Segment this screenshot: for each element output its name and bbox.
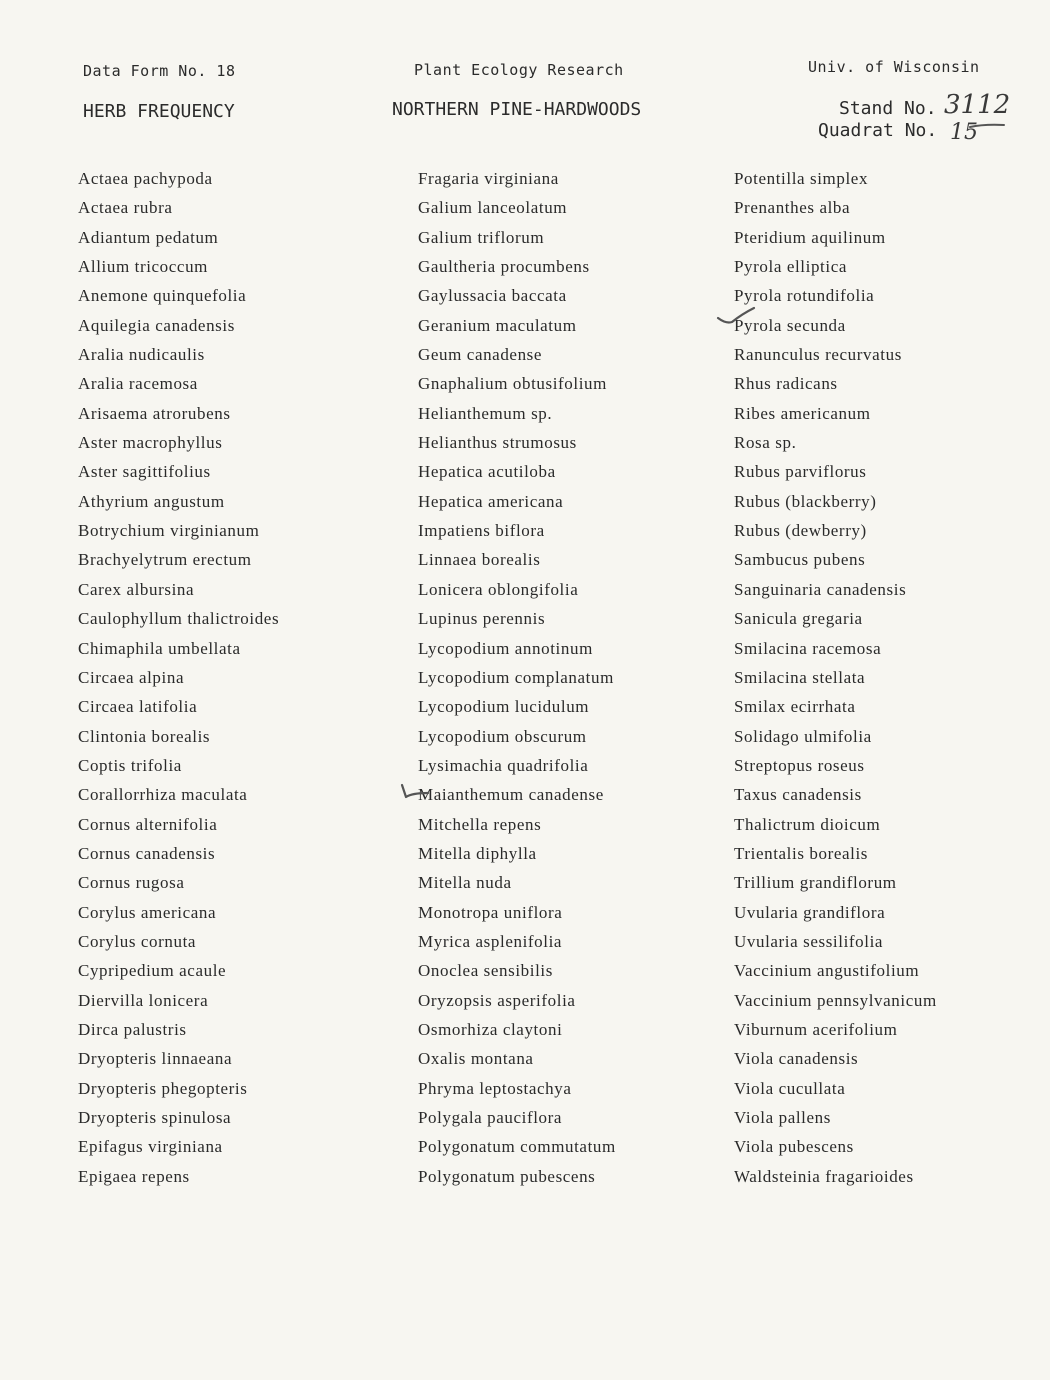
species-item: Rubus (dewberry) <box>734 521 867 541</box>
species-item: Taxus canadensis <box>734 785 862 805</box>
species-item: Circaea latifolia <box>78 697 198 717</box>
species-item: Rhus radicans <box>734 374 838 394</box>
species-item: Lycopodium annotinum <box>418 638 593 658</box>
species-item: Trientalis borealis <box>734 843 869 863</box>
species-item: Epigaea repens <box>78 1166 190 1186</box>
quadrat-label: Quadrat No. <box>818 120 938 141</box>
form-number: Data Form No. 18 <box>83 62 236 80</box>
species-item: Aster sagittifolius <box>78 462 211 482</box>
species-item: Monotropa uniflora <box>418 902 563 922</box>
quadrat-value: 15 <box>950 120 978 145</box>
species-item: Dryopteris phegopteris <box>78 1078 248 1098</box>
species-item: Trillium grandiflorum <box>734 873 897 893</box>
species-item: Sanicula gregaria <box>734 609 863 629</box>
species-item: Helianthemum sp. <box>418 403 553 423</box>
species-item: Athyrium angustum <box>78 491 225 511</box>
species-item: Galium lanceolatum <box>418 198 568 218</box>
species-item: Dryopteris linnaeana <box>78 1049 233 1069</box>
species-item: Brachyelytrum erectum <box>78 550 252 570</box>
species-item: Streptopus roseus <box>734 755 865 775</box>
species-item: Aralia nudicaulis <box>78 345 205 365</box>
species-item: Viola cucullata <box>734 1078 846 1098</box>
stand-value: 3112 <box>944 90 1011 120</box>
species-item: Solidago ulmifolia <box>734 726 872 746</box>
species-item: Clintonia borealis <box>78 726 211 746</box>
species-column-1 <box>78 164 279 1191</box>
species-item: Smilacina racemosa <box>734 638 882 658</box>
species-item: Rosa sp. <box>734 433 797 453</box>
check-mark-icon <box>716 304 756 328</box>
species-item: Aralia racemosa <box>78 374 198 394</box>
species-item: Lycopodium lucidulum <box>418 697 590 717</box>
species-item: Carex albursina <box>78 579 195 599</box>
species-item: Lupinus perennis <box>418 609 546 629</box>
species-item: Adiantum pedatum <box>78 227 219 247</box>
species-item: Lonicera oblongifolia <box>418 579 579 599</box>
species-item: Mitella diphylla <box>418 843 537 863</box>
species-item: Thalictrum dioicum <box>734 814 881 834</box>
species-item: Maianthemum canadense <box>418 785 604 805</box>
species-item: Epifagus virginiana <box>78 1137 223 1157</box>
species-item: Vaccinium angustifolium <box>734 961 920 981</box>
species-item: Caulophyllum thalictroides <box>78 609 280 629</box>
species-item: Mitella nuda <box>418 873 512 893</box>
species-item: Myrica asplenifolia <box>418 931 563 951</box>
species-item: Actaea rubra <box>78 198 173 218</box>
species-item: Smilacina stellata <box>734 667 866 687</box>
species-item: Botrychium virginianum <box>78 521 260 541</box>
check-mark-icon <box>398 779 438 803</box>
species-item: Gaultheria procumbens <box>418 257 590 277</box>
species-item: Cornus rugosa <box>78 873 185 893</box>
species-item: Allium tricoccum <box>78 257 208 277</box>
species-item: Vaccinium pennsylvanicum <box>734 990 937 1010</box>
species-item: Polygonatum commutatum <box>418 1137 616 1157</box>
species-item: Sambucus pubens <box>734 550 866 570</box>
species-item: Lysimachia quadrifolia <box>418 755 589 775</box>
species-item: Cypripedium acaule <box>78 961 227 981</box>
species-item: Onoclea sensibilis <box>418 961 553 981</box>
species-item: Arisaema atrorubens <box>78 403 231 423</box>
species-item: Rubus parviflorus <box>734 462 867 482</box>
species-item: Mitchella repens <box>418 814 542 834</box>
species-item: Prenanthes alba <box>734 198 851 218</box>
species-item: Fragaria virginiana <box>418 169 559 188</box>
species-item: Diervilla lonicera <box>78 990 209 1010</box>
species-item: Viola pallens <box>734 1108 831 1127</box>
species-item: Smilax ecirrhata <box>734 697 856 717</box>
species-item: Helianthus strumosus <box>418 433 577 453</box>
species-item: Coptis trifolia <box>78 755 182 775</box>
species-item: Viola pubescens <box>734 1137 854 1157</box>
species-item: Pyrola secunda <box>734 315 846 335</box>
species-item: Cornus alternifolia <box>78 814 218 834</box>
species-item: Aster macrophyllus <box>78 433 223 453</box>
species-item: Pyrola rotundifolia <box>734 286 875 306</box>
species-item: Uvularia grandiflora <box>734 902 886 922</box>
species-item: Corylus americana <box>78 902 217 922</box>
species-item: Galium triflorum <box>418 227 545 247</box>
quadrat-underline-mark <box>968 120 1008 134</box>
species-item: Gaylussacia baccata <box>418 286 567 306</box>
species-item: Rubus (blackberry) <box>734 491 877 511</box>
species-item: Corylus cornuta <box>78 931 197 951</box>
species-item: Chimaphila umbellata <box>78 638 241 658</box>
research-label: Plant Ecology Research <box>414 61 624 79</box>
university-label: Univ. of Wisconsin <box>808 58 980 76</box>
species-item: Pyrola elliptica <box>734 257 847 277</box>
species-item: Ranunculus recurvatus <box>734 345 902 365</box>
species-item: Cornus canadensis <box>78 843 216 863</box>
species-item: Linnaea borealis <box>418 550 541 570</box>
species-item: Waldsteinia fragarioides <box>734 1166 914 1186</box>
species-item: Viola canadensis <box>734 1049 859 1069</box>
species-item: Polygala pauciflora <box>418 1108 563 1127</box>
species-item: Circaea alpina <box>78 667 185 687</box>
species-item: Ribes americanum <box>734 403 871 423</box>
species-item: Phryma leptostachya <box>418 1078 572 1098</box>
species-item: Actaea pachypoda <box>78 169 213 188</box>
species-item: Oxalis montana <box>418 1049 534 1069</box>
species-item: Oryzopsis asperifolia <box>418 990 576 1010</box>
species-item: Impatiens biflora <box>418 521 545 541</box>
species-column-3 <box>734 164 937 1191</box>
species-item: Uvularia sessilifolia <box>734 931 884 951</box>
species-item: Dirca palustris <box>78 1019 187 1039</box>
species-item: Hepatica americana <box>418 491 564 511</box>
species-item: Sanguinaria canadensis <box>734 579 907 599</box>
community-title: NORTHERN PINE-HARDWOODS <box>392 99 642 120</box>
species-item: Geum canadense <box>418 345 543 365</box>
species-item: Osmorhiza claytoni <box>418 1019 563 1039</box>
species-item: Anemone quinquefolia <box>78 286 247 306</box>
species-item: Hepatica acutiloba <box>418 462 556 482</box>
species-item: Potentilla simplex <box>734 169 869 188</box>
species-column-2 <box>418 164 616 1191</box>
species-item: Lycopodium obscurum <box>418 726 587 746</box>
form-title: HERB FREQUENCY <box>83 101 235 122</box>
species-item: Geranium maculatum <box>418 315 577 335</box>
species-item: Aquilegia canadensis <box>78 315 235 335</box>
species-item: Dryopteris spinulosa <box>78 1108 232 1127</box>
species-item: Gnaphalium obtusifolium <box>418 374 607 394</box>
species-item: Lycopodium complanatum <box>418 667 614 687</box>
species-item: Polygonatum pubescens <box>418 1166 596 1186</box>
species-item: Viburnum acerifolium <box>734 1019 898 1039</box>
species-item: Corallorrhiza maculata <box>78 785 248 805</box>
stand-label: Stand No. <box>839 98 937 119</box>
species-item: Pteridium aquilinum <box>734 227 886 247</box>
